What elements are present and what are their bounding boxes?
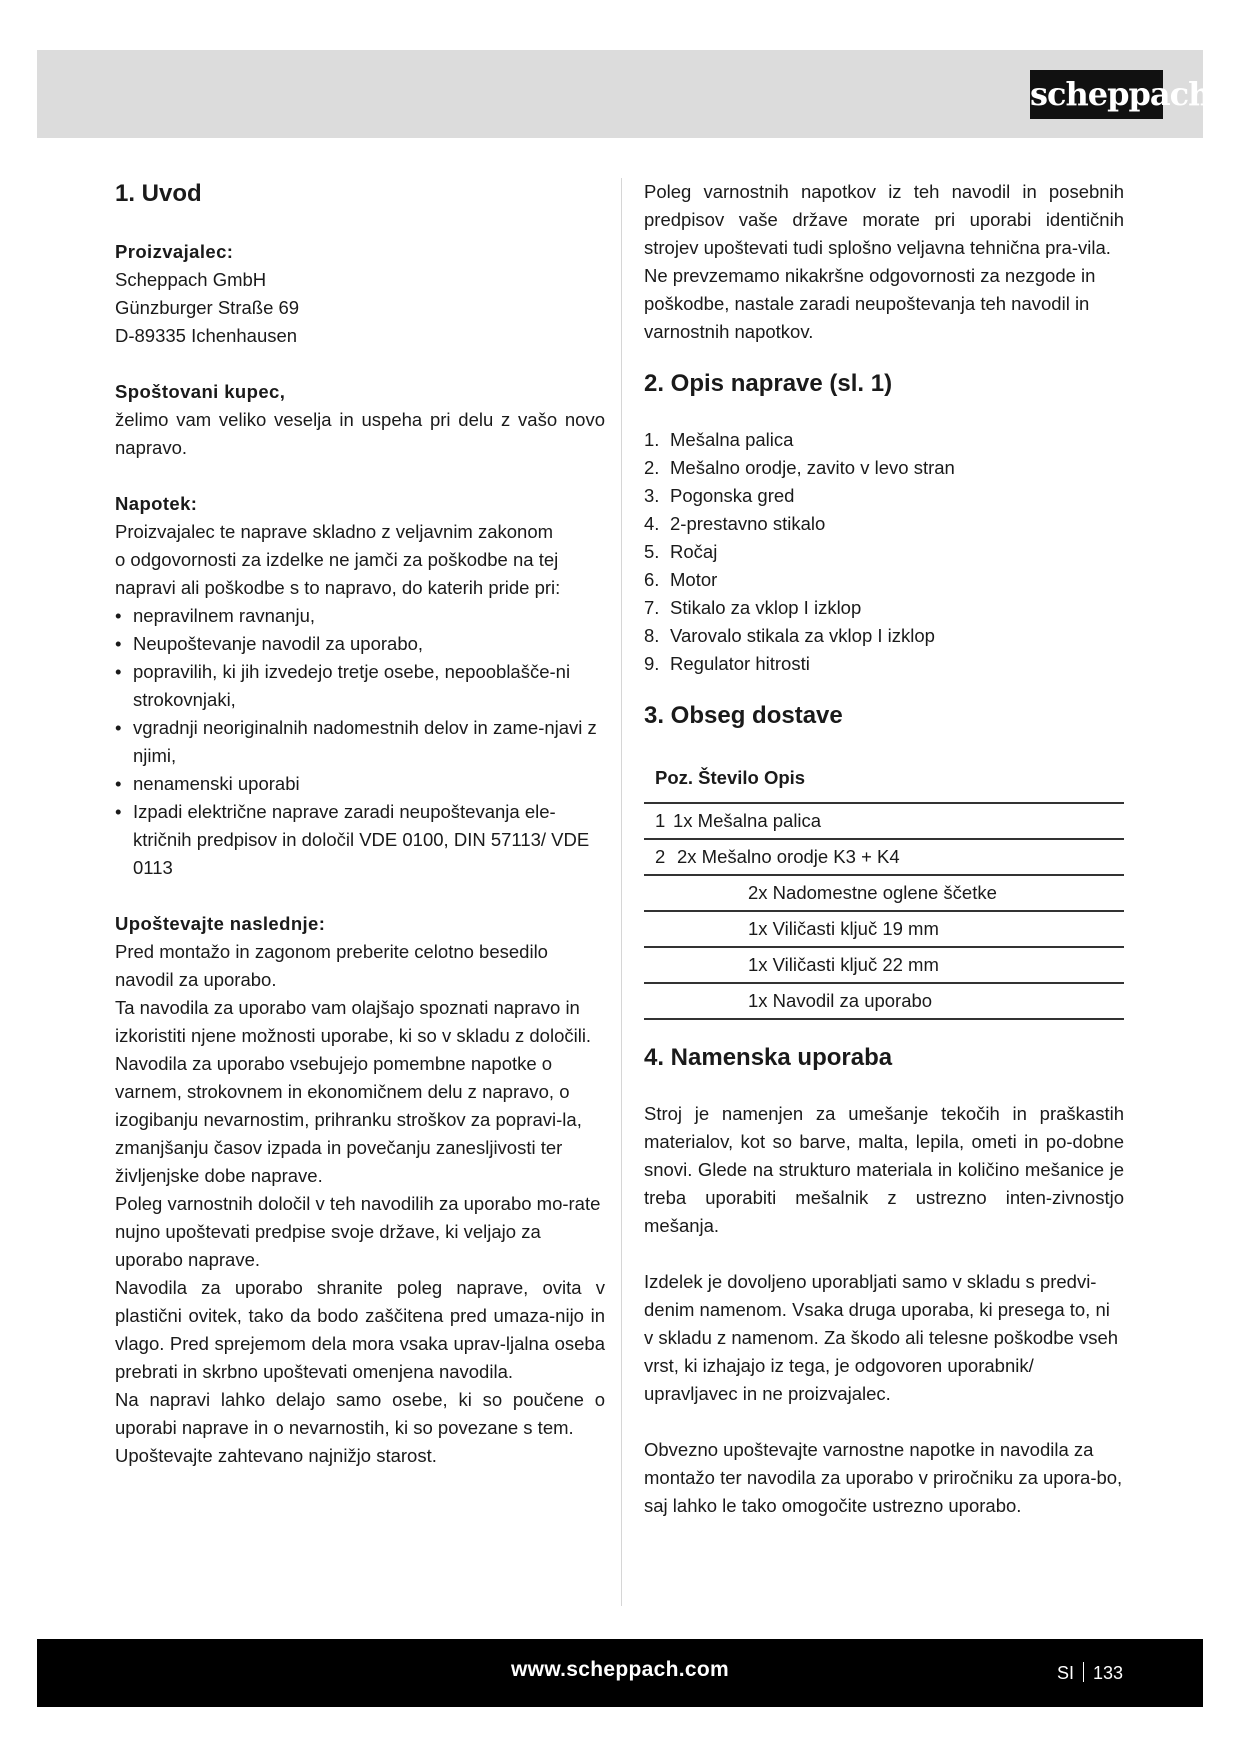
list-item: 3. Pogonska gred	[644, 485, 795, 506]
section-title-opis-naprave: 2. Opis naprave (sl. 1)	[644, 370, 893, 397]
list-item: 6. Motor	[644, 569, 718, 590]
list-item: 4. 2-prestavno stikalo	[644, 513, 826, 534]
section-title-namenska-uporaba: 4. Namenska uporaba	[644, 1044, 893, 1071]
table-row: 1x Viličasti ključ 19 mm	[644, 912, 1124, 948]
section-title-obseg-dostave: 3. Obseg dostave	[644, 702, 843, 729]
right-column	[644, 178, 1124, 1520]
language-code: SI	[1056, 1663, 1074, 1683]
page-num: 133	[1092, 1663, 1123, 1683]
note-label: Napotek:	[115, 493, 198, 514]
customer-label: Spoštovani kupec,	[115, 381, 286, 402]
paragraph: Upoštevajte zahtevano najnižjo starost.	[115, 1445, 437, 1466]
scheppach-logo: scheppach	[1030, 70, 1163, 119]
page-header	[37, 50, 1211, 138]
paragraph: Ta navodila za uporabo vam olajšajo spoznati napravo in izkoristiti njene možnosti uporabe, ki so v skladu z določili.	[115, 997, 592, 1046]
paragraph: Na napravi lahko delajo samo osebe, ki so poučene o uporabi naprave in o nevarnostih, ki so povezane s tem.	[115, 1389, 605, 1438]
note-line: napravi ali poškodbe s to napravo, do katerih pride pri:	[115, 577, 561, 598]
table-row: 2 2x Mešalno orodje K3 + K4	[644, 840, 1124, 876]
note-line: o odgovornosti za izdelke ne jamči za poškodbe na tej	[115, 549, 559, 570]
delivery-table	[644, 754, 1124, 1020]
paragraph: Poleg varnostnih napotkov iz teh navodil in posebnih predpisov vaše države morate pri uporabi identičnih strojev upoštevati tudi splošno veljavna tehnična pra-vila.	[644, 181, 1124, 258]
note-line: Proizvajalec te naprave skladno z veljavnim zakonom	[115, 521, 554, 542]
list-item: • popravilih, ki jih izvedejo tretje osebe, nepooblašče-ni strokovnjaki,	[115, 658, 605, 714]
paragraph: Izdelek je dovoljeno uporabljati samo v skladu s predvi-denim namenom. Vsaka druga uporaba, ki presega to, ni v skladu z namenom. Za škodo ali telesne poškodbe vseh vrst, ki izhajajo iz tega, je odgovoren uporabnik/ upravljavec in ne proizvajalec.	[644, 1271, 1119, 1404]
page-footer	[37, 1639, 1203, 1707]
list-item: • nenamenski uporabi	[115, 770, 605, 798]
observe-label: Upoštevajte naslednje:	[115, 913, 326, 934]
column-divider	[621, 178, 622, 1606]
list-item: 5. Ročaj	[644, 541, 718, 562]
left-column	[115, 178, 605, 1470]
section-title-uvod: 1. Uvod	[115, 180, 202, 207]
parts-list	[644, 426, 1124, 678]
liability-list	[115, 602, 605, 882]
paragraph: Poleg varnostnih določil v teh navodilih za uporabo mo-rate nujno upoštevati predpise svoje države, ki veljajo za uporabo naprave.	[115, 1193, 601, 1270]
list-item: • Izpadi električne naprave zaradi neupoštevanja ele-ktričnih predpisov in določil VDE 0100, DIN 57113/ VDE 0113	[115, 798, 605, 882]
table-row: 1x Viličasti ključ 22 mm	[644, 948, 1124, 984]
manufacturer-line: Scheppach GmbH	[115, 269, 267, 290]
list-item: • vgradnji neoriginalnih nadomestnih delov in zame-njavi z njimi,	[115, 714, 605, 770]
manufacturer-label: Proizvajalec:	[115, 241, 234, 262]
paragraph: Navodila za uporabo vsebujejo pomembne napotke o varnem, strokovnem in ekonomičnem delu z napravo, o izogibanju nevarnostim, prihranku stroškov za popravi-la, zmanjšanju časov izpada in povečanju zanesljivosti ter življenjske dobe naprave.	[115, 1053, 582, 1186]
table-row: 1x Navodil za uporabo	[644, 984, 1124, 1020]
paragraph: Ne prevzemamo nikakršne odgovornosti za nezgode in poškodbe, nastale zaradi neupoštevanja teh navodil in varnostnih napotkov.	[644, 265, 1096, 342]
list-item: 8. Varovalo stikala za vklop I izklop	[644, 625, 935, 646]
list-item: 1. Mešalna palica	[644, 429, 794, 450]
list-item: 2. Mešalno orodje, zavito v levo stran	[644, 457, 955, 478]
list-item: • nepravilnem ravnanju,	[115, 602, 605, 630]
table-row: 2x Nadomestne oglene ščetke	[644, 876, 1124, 912]
list-item: • Neupoštevanje navodil za uporabo,	[115, 630, 605, 658]
paragraph: Stroj je namenjen za umešanje tekočih in praškastih materialov, kot so barve, malta, lepila, ometi in po-dobne snovi. Glede na strukturo materiala in količino mešanice je treba uporabiti mešalnik z ustrezno inten-zivnostjo mešanja.	[644, 1103, 1124, 1236]
paragraph: Pred montažo in zagonom preberite celotno besedilo navodil za uporabo.	[115, 941, 548, 990]
list-item: 9. Regulator hitrosti	[644, 653, 810, 674]
website-link[interactable]: www.scheppach.com	[511, 1658, 729, 1681]
page-number	[1057, 1639, 1123, 1707]
table-row: 1 1x Mešalna palica	[644, 804, 1124, 840]
manufacturer-line: Günzburger Straße 69	[115, 297, 300, 318]
paragraph: Obvezno upoštevajte varnostne napotke in navodila za montažo ter navodila za uporabo v priročniku za upora-bo, saj lahko le tako omogočite ustrezno uporabo.	[644, 1439, 1123, 1516]
list-item: 7. Stikalo za vklop I izklop	[644, 597, 862, 618]
manufacturer-line: D-89335 Ichenhausen	[115, 325, 298, 346]
table-header: Poz. Število Opis	[644, 754, 1124, 804]
paragraph: Navodila za uporabo shranite poleg naprave, ovita v plastični ovitek, tako da bodo zaščitena pred umaza-nijo in vlago. Pred sprejemom dela mora vsaka uprav-ljalna oseba prebrati in skrbno upoštevati omenjena navodila.	[115, 1277, 605, 1382]
customer-text: želimo vam veliko veselja in uspeha pri delu z vašo novo napravo.	[115, 409, 605, 458]
